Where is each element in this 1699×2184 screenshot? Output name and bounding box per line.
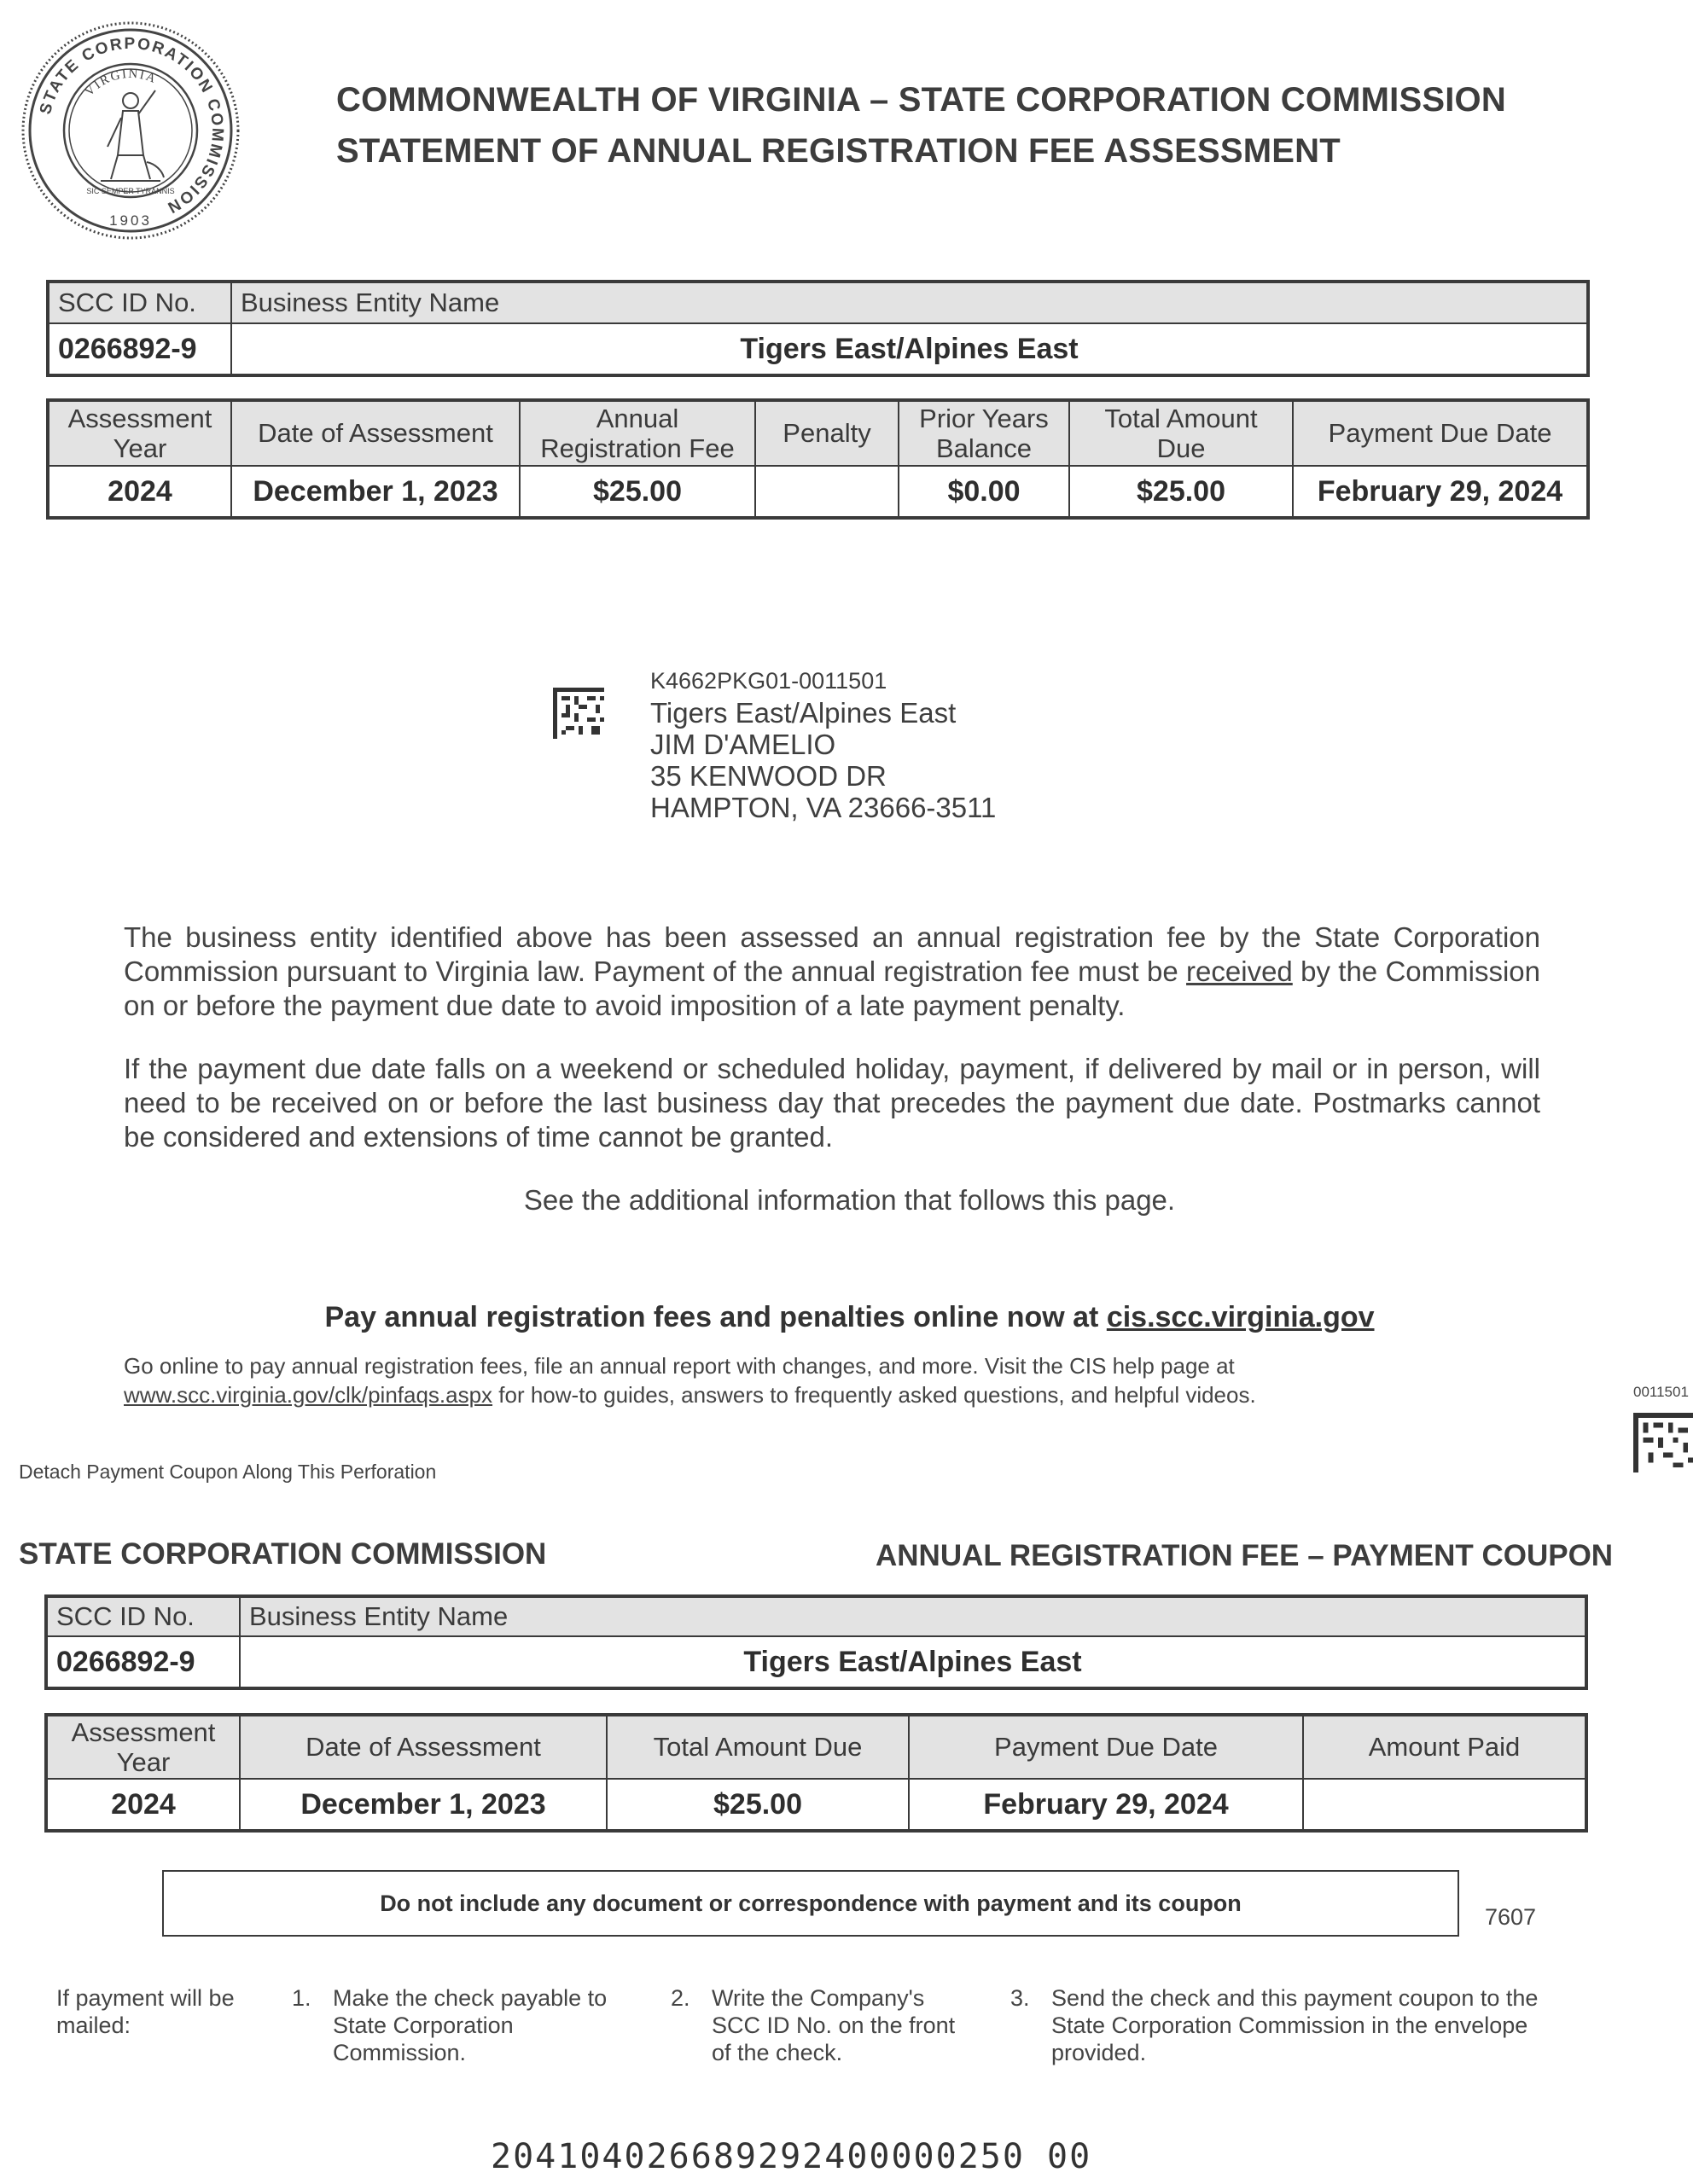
coupon-title: ANNUAL REGISTRATION FEE – PAYMENT COUPON: [876, 1539, 1614, 1572]
coupon-entity-name-value: Tigers East/Alpines East: [240, 1636, 1586, 1687]
assessment-year-value: 2024: [49, 466, 231, 517]
cis-link[interactable]: cis.scc.virginia.gov: [1106, 1301, 1375, 1333]
see-additional-info: See the additional information that follows this page.: [523, 1184, 1176, 1216]
seal-icon: [19, 19, 242, 242]
header-total-amount-due: Total Amount Due: [1069, 401, 1293, 466]
coupon-header-date-of-assessment: Date of Assessment: [240, 1716, 607, 1779]
date-of-assessment-value: December 1, 2023: [231, 466, 520, 517]
coupon-date-of-assessment-value: December 1, 2023: [240, 1779, 607, 1830]
coupon-payment-table: [46, 1715, 1586, 1831]
header-payment-due-date: Payment Due Date: [1293, 401, 1587, 466]
coupon-header-scc-id: SCC ID No.: [47, 1597, 240, 1636]
side-2d-barcode-icon: [1633, 1413, 1693, 1472]
mail-label: If payment will be mailed:: [56, 1985, 235, 2038]
header-annual-registration-fee: Annual Registration Fee: [520, 401, 755, 466]
due-date-notice-paragraph: If the payment due date falls on a weekend or scheduled holiday, payment, if delivered by mail or in person, will need to be received on or before the last business day that precedes the payment due date. Postmarks cannot be considered and extensions of time cannot be granted.: [124, 1053, 1540, 1153]
header-title-line1: COMMONWEALTH OF VIRGINIA – STATE CORPORATION COMMISSION: [336, 81, 1506, 119]
header-prior-years-balance: Prior Years Balance: [899, 401, 1069, 466]
coupon-total-amount-due-value: $25.00: [607, 1779, 909, 1830]
svg-text:VIRGINIA: VIRGINIA: [82, 67, 160, 100]
coupon-scc-id-value: 0266892-9: [47, 1636, 240, 1687]
address-line: JIM D'AMELIO: [650, 729, 836, 760]
go-online-line1: Go online to pay annual registration fees, file an annual report with changes, and more. Visit the CIS help page at: [124, 1353, 1235, 1379]
svg-text:1903: 1903: [109, 212, 152, 229]
prior-years-balance-value: $0.00: [899, 466, 1069, 517]
coupon-header-total-amount-due: Total Amount Due: [607, 1716, 909, 1779]
no-correspondence-notice: Do not include any document or correspondence with payment and its coupon: [162, 1870, 1459, 1937]
entity-name-value: Tigers East/Alpines East: [231, 323, 1587, 375]
header-entity-name: Business Entity Name: [231, 282, 1587, 323]
assessment-notice-paragraph: The business entity identified above has been assessed an annual registration fee by the State Corporation Commission pursuant to Virginia law. Payment of the annual registration fee must be received by the Commission on or before the payment due date to avoid imposition of a late payment penalty.: [124, 921, 1541, 1021]
annual-registration-fee-value: $25.00: [520, 466, 755, 517]
side-code: 0011501: [1633, 1384, 1689, 1400]
coupon-header-amount-paid: Amount Paid: [1303, 1716, 1586, 1779]
coupon-commission-title: STATE CORPORATION COMMISSION: [19, 1537, 547, 1571]
svg-text:STATE CORPORATION COMMISSION: STATE CORPORATION COMMISSION: [36, 34, 227, 218]
received-emphasis: received: [1186, 956, 1293, 987]
address-line: 35 KENWOOD DR: [650, 760, 887, 792]
coupon-header-assessment-year: Assessment Year: [47, 1716, 240, 1779]
header-penalty: Penalty: [755, 401, 899, 466]
coupon-assessment-year-value: 2024: [47, 1779, 240, 1830]
coupon-header-payment-due-date: Payment Due Date: [909, 1716, 1303, 1779]
address-line: Tigers East/Alpines East: [650, 697, 957, 729]
amount-paid-field[interactable]: [1303, 1779, 1586, 1830]
commission-seal: [19, 19, 242, 242]
statement-fee-table: [48, 400, 1588, 518]
payment-due-date-value: February 29, 2024: [1293, 466, 1587, 517]
header-title-line2: STATEMENT OF ANNUAL REGISTRATION FEE ASSESSMENT: [336, 132, 1341, 170]
go-online-line2: www.scc.virginia.gov/clk/pinfaqs.aspx for how-to guides, answers to frequently asked questions, and helpful videos.: [124, 1382, 1256, 1408]
statement-entity-table: [48, 282, 1588, 375]
coupon-entity-table: [46, 1596, 1586, 1688]
ocr-scan-line: 204104026689292400000250 00: [491, 2137, 1092, 2176]
coupon-payment-due-date-value: February 29, 2024: [909, 1779, 1303, 1830]
coupon-header-entity-name: Business Entity Name: [240, 1597, 1586, 1636]
penalty-value: [755, 466, 899, 517]
header-scc-id: SCC ID No.: [49, 282, 231, 323]
address-2d-barcode-icon: [553, 688, 604, 739]
scc-id-value: 0266892-9: [49, 323, 231, 375]
total-amount-due-value: $25.00: [1069, 466, 1293, 517]
mailing-address: [650, 665, 996, 823]
header-assessment-year: Assessment Year: [49, 401, 231, 466]
header-date-of-assessment: Date of Assessment: [231, 401, 520, 466]
svg-text:SIC SEMPER TYRANNIS: SIC SEMPER TYRANNIS: [86, 187, 175, 195]
address-code: K4662PKG01-0011501: [650, 668, 887, 694]
pay-online-banner: Pay annual registration fees and penalties online now at cis.scc.virginia.gov: [324, 1301, 1375, 1333]
detach-instruction: Detach Payment Coupon Along This Perforation: [19, 1461, 437, 1483]
notice-code: 7607: [1485, 1904, 1537, 1930]
address-line: HAMPTON, VA 23666-3511: [650, 792, 997, 823]
help-page-link[interactable]: www.scc.virginia.gov/clk/pinfaqs.aspx: [124, 1382, 493, 1408]
